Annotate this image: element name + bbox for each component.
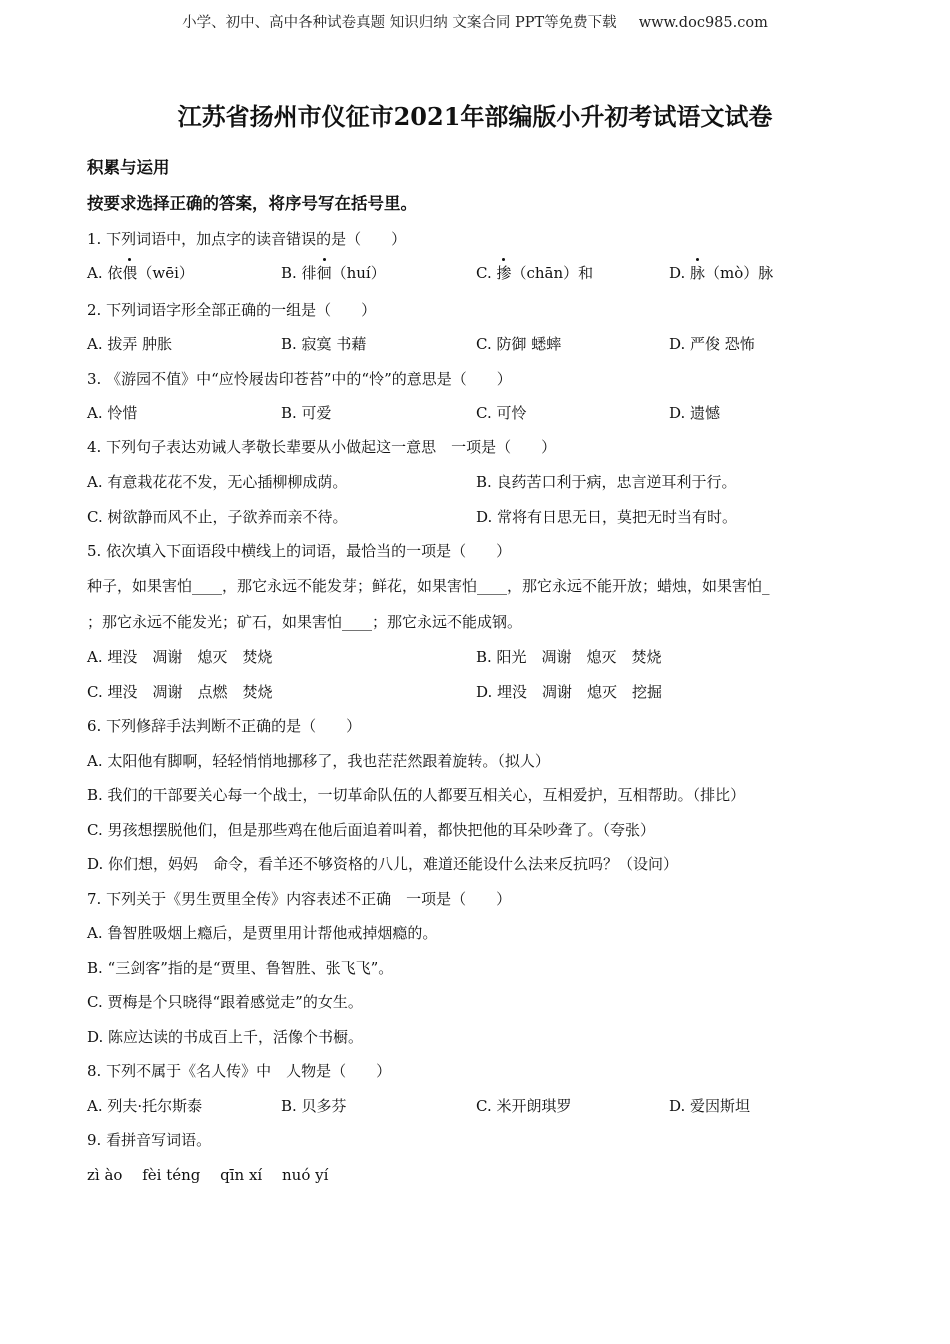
q4-option-c: C. 树欲静而风不止，子欲养而亲不待。 [87, 508, 348, 526]
q7-option-d: D. 陈应达读的书成百上千，活像个书橱。 [87, 1028, 364, 1046]
q5-passage-line-1: 种子，如果害怕____，那它永远不能发芽；鲜花，如果害怕____，那它永远不能开放；蜡烛，如果害怕_ [87, 577, 770, 595]
q6-option-a: A. 太阳他有脚啊，轻轻悄悄地挪移了，我也茫茫然跟着旋转。（拟人） [87, 752, 550, 770]
q5-option-b: B. 阳光 凋谢 熄灭 焚烧 [476, 648, 662, 666]
q7-stem: 7. 下列关于《男生贾里全传》内容表述不正确 一项是（ ） [87, 890, 512, 908]
q1-dotted-char: 掺 [496, 264, 512, 282]
q7-option-a: A. 鲁智胜吸烟上瘾后，是贾里用计帮他戒掉烟瘾的。 [87, 924, 438, 942]
q2-option-b: B. 寂寞 书藉 [281, 335, 367, 353]
q5-option-d: D. 埋没 凋谢 熄灭 挖掘 [476, 683, 663, 701]
q5-passage-line-2: ；那它永远不能发光；矿石，如果害怕____；那它永远不能成钢。 [87, 613, 523, 631]
header-site: www.doc985.com [638, 15, 768, 31]
q1-option-d: D. 脉（mò）脉 [669, 264, 774, 282]
q9-pinyin: zì ào fèi téng qīn xí nuó yí [87, 1166, 329, 1184]
q4-option-a: A. 有意栽花花不发，无心插柳柳成荫。 [87, 473, 348, 491]
q6-option-d: D. 你们想，妈妈 命令，看羊还不够资格的八儿，难道还能设什么法来反抗吗？（设问） [87, 855, 679, 873]
q3-stem: 3. 《游园不值》中“应怜屐齿印苍苔”中的“怜”的意思是（ ） [87, 370, 512, 388]
q7-option-b: B. “三剑客”指的是“贾里、鲁智胜、张飞飞”。 [87, 959, 394, 977]
q1-stem: 1. 下列词语中，加点字的读音错误的是（ ） [87, 230, 407, 248]
q1-option-a: A. 依偎（wēi） [87, 264, 194, 282]
q1-dotted-char: 偎 [122, 264, 138, 282]
page-header [0, 11, 950, 32]
q5-option-a: A. 埋没 凋谢 熄灭 焚烧 [87, 648, 273, 666]
q8-option-c: C. 米开朗琪罗 [476, 1097, 572, 1115]
q2-option-a: A. 拔弄 肿胀 [87, 335, 173, 353]
q1-option-c: C. 掺（chān）和 [476, 264, 594, 282]
q4-stem: 4. 下列句子表达劝诫人孝敬长辈要从小做起这一意思 一项是（ ） [87, 438, 557, 456]
q9-stem: 9. 看拼音写词语。 [87, 1131, 212, 1149]
q1-option-b: B. 徘徊（huí） [281, 264, 386, 282]
section-heading: 积累与运用 [87, 158, 170, 177]
q3-option-d: D. 遗憾 [669, 404, 721, 422]
page-title: 江苏省扬州市仪征市2021年部编版小升初考试语文试卷 [177, 102, 773, 131]
q2-stem: 2. 下列词语字形全部正确的一组是（ ） [87, 301, 377, 319]
q5-stem: 5. 依次填入下面语段中横线上的词语，最恰当的一项是（ ） [87, 542, 512, 560]
q4-option-b: B. 良药苦口利于病，忠言逆耳利于行。 [476, 473, 737, 491]
q1-dotted-char: 徊 [316, 264, 332, 282]
q3-option-a: A. 怜惜 [87, 404, 138, 422]
q1-dotted-char: 脉 [690, 264, 706, 282]
q2-option-c: C. 防御 蟋蟀 [476, 335, 562, 353]
q2-option-d: D. 严俊 恐怖 [669, 335, 755, 353]
q8-option-a: A. 列夫·托尔斯泰 [87, 1097, 203, 1115]
q3-option-b: B. 可爱 [281, 404, 332, 422]
q8-stem: 8. 下列不属于《名人传》中 人物是（ ） [87, 1062, 392, 1080]
q6-option-c: C. 男孩想摆脱他们，但是那些鸡在他后面追着叫着，都快把他的耳朵吵聋了。（夸张） [87, 821, 655, 839]
q3-option-c: C. 可怜 [476, 404, 527, 422]
q7-option-c: C. 贾梅是个只晓得“跟着感觉走”的女生。 [87, 993, 363, 1011]
instruction: 按要求选择正确的答案，将序号写在括号里。 [87, 194, 417, 213]
header-text: 小学、初中、高中各种试卷真题 知识归纳 文案合同 PPT等免费下载 [182, 15, 617, 31]
q8-option-d: D. 爱因斯坦 [669, 1097, 751, 1115]
q8-option-b: B. 贝多芬 [281, 1097, 347, 1115]
q4-option-d: D. 常将有日思无日，莫把无时当有时。 [476, 508, 738, 526]
q6-stem: 6. 下列修辞手法判断不正确的是（ ） [87, 717, 362, 735]
q6-option-b: B. 我们的干部要关心每一个战士，一切革命队伍的人都要互相关心，互相爱护，互相帮助。（排比） [87, 786, 746, 804]
q5-option-c: C. 埋没 凋谢 点燃 焚烧 [87, 683, 273, 701]
